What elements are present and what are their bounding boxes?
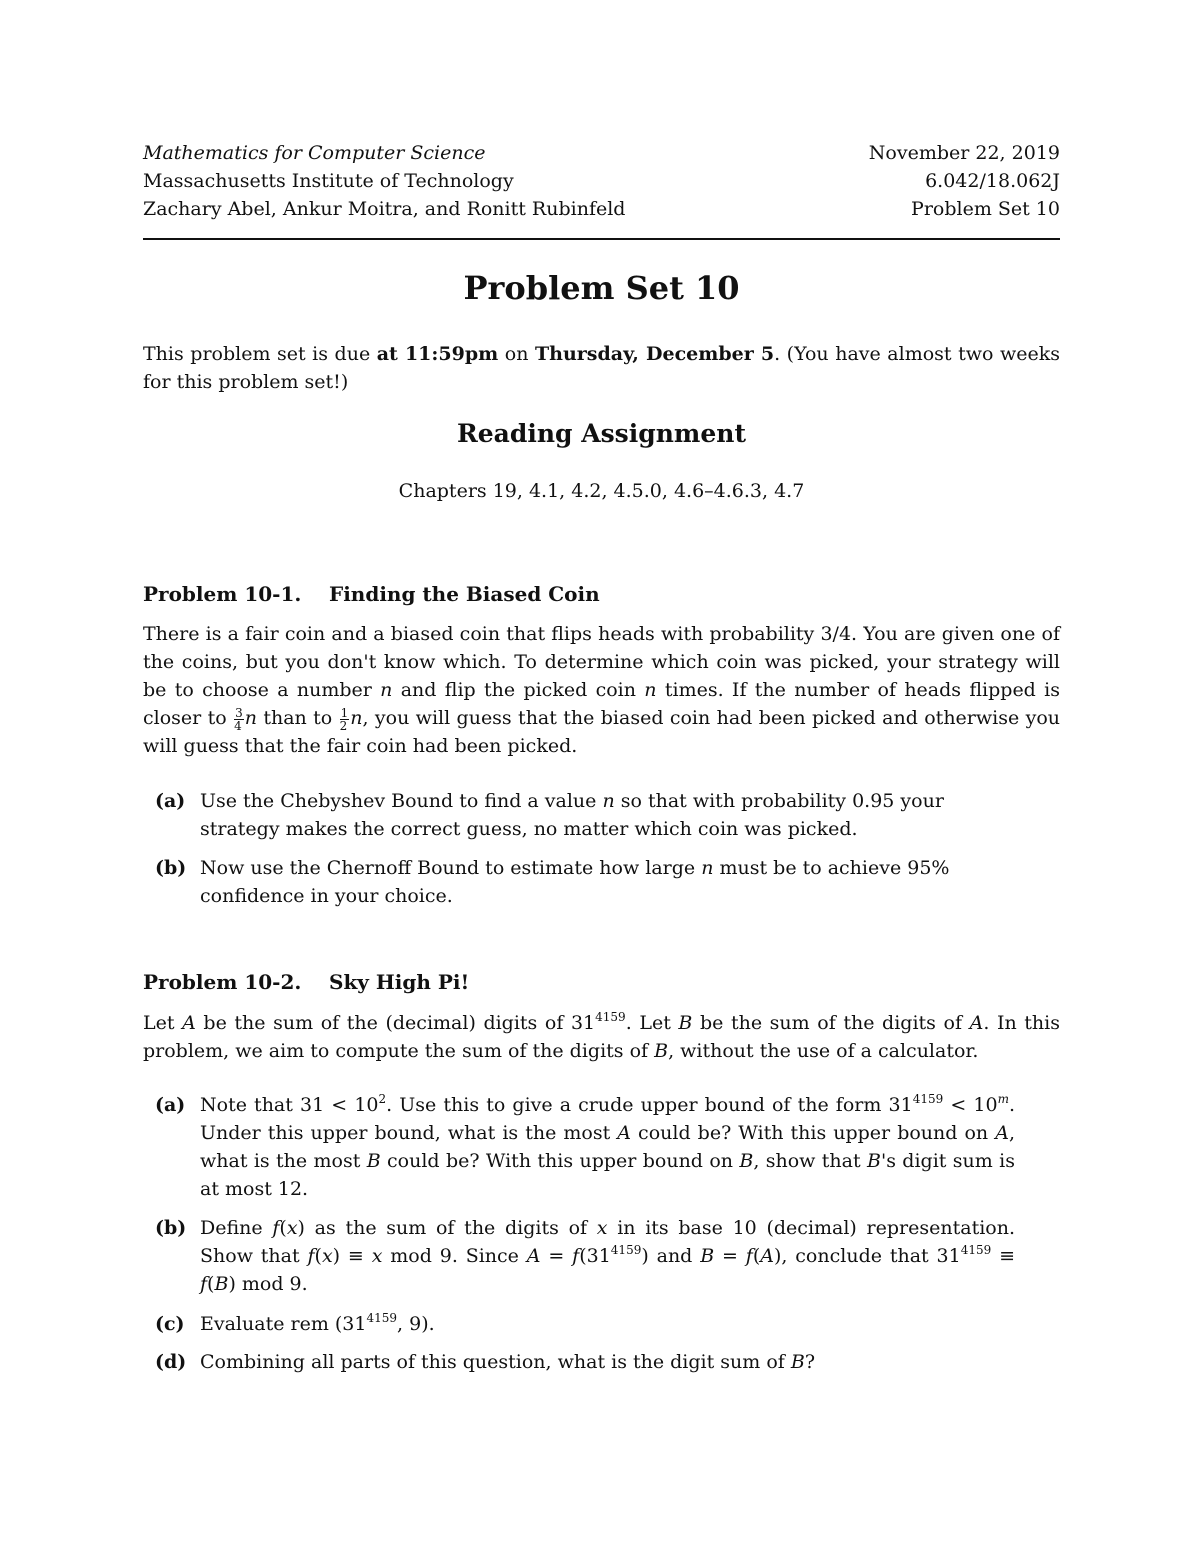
var-n: n [602, 790, 615, 812]
part-text: Note that 31 < 10 [200, 1094, 379, 1116]
part-text: must be to achieve 95% confidence in your choice. [200, 857, 950, 907]
part-body [200, 787, 1015, 843]
power-exponent: 2 [378, 1092, 387, 1106]
intro-text: on [498, 343, 536, 365]
p2-text: , without the use of a calculator. [668, 1040, 979, 1062]
fraction-denominator: 2 [339, 718, 348, 733]
part-body: Define f(x) as the sum of the digits of x in its base 10 (decimal) representation. Show that f(x) ≡ x mod 9. Since $A = f(31^{4159})$ and B = f(A), conclude that $31^{4159} \equiv f(B)$ mod 9. [200, 1217, 1016, 1295]
part-label: (a) [155, 1094, 186, 1116]
var-m: m [997, 1092, 1009, 1106]
problem-2-part-b [155, 1214, 1015, 1298]
problem-1-title: Finding the Biased Coin [329, 582, 600, 606]
part-body [200, 1310, 1015, 1338]
part-text: could be? With this upper bound on [380, 1150, 740, 1172]
part-label: (d) [155, 1351, 187, 1373]
power-exponent: 4159 [912, 1092, 944, 1106]
intro-due-time: at 11:59pm [376, 343, 499, 365]
fraction-denominator: 4 [234, 718, 242, 733]
course-name: Mathematics for Computer Science [143, 142, 486, 164]
p1-text: There is a fair coin and a biased coin that flips heads with probability 3/4. You are given one of the coins, but you don't know which. To determine which coin was picked, your strategy will be to choose a number [143, 623, 1060, 701]
fraction-numerator: 3 [235, 705, 243, 720]
power-base: 31 [888, 1094, 913, 1116]
var-n: n [701, 857, 714, 879]
part-body [200, 1348, 1015, 1376]
p1-text: , you will guess that the biased coin had been picked and otherwise you will guess that the fair coin had been picked. [143, 707, 1061, 757]
problem-2-statement [143, 1009, 1060, 1065]
var-A: A [995, 1122, 1009, 1144]
var-x: x [596, 1217, 608, 1239]
part-text: Evaluate rem ( [200, 1313, 343, 1335]
p2-text: . In this problem, we aim to compute the sum of the digits of [143, 1012, 1060, 1062]
problem-1-heading [143, 581, 600, 607]
part-text: Define [200, 1217, 273, 1239]
var-n: n [350, 707, 363, 729]
part-text: , what is the most [200, 1122, 1015, 1172]
var-x: x [321, 1245, 333, 1267]
part-text: and [648, 1245, 701, 1267]
fraction-one-half [340, 707, 350, 732]
part-text: . Use this to give a crude upper bound of the form [386, 1094, 889, 1116]
header-date: November 22, 2019 [868, 142, 1060, 164]
part-label: (a) [155, 790, 186, 812]
problem-1-number: Problem 10-1. [143, 582, 302, 606]
var-B: B [700, 1245, 715, 1267]
intro-paragraph [143, 340, 1060, 396]
var-B: B [790, 1351, 805, 1373]
p2-text: Let [143, 1012, 183, 1034]
fraction-three-quarters [234, 707, 244, 732]
reading-heading: Reading Assignment [456, 419, 746, 448]
var-A: A [526, 1245, 541, 1267]
fraction-numerator: 1 [340, 705, 349, 720]
var-f: f [200, 1273, 208, 1295]
var-B: B [654, 1040, 669, 1062]
var-A: A [760, 1245, 774, 1267]
intro-due-date: Thursday, December 5 [535, 343, 775, 365]
part-text: as the sum of the digits of [304, 1217, 597, 1239]
intro-text: . (You have almost two weeks for this problem set!) [143, 343, 1060, 393]
page-title: Problem Set 10 [463, 269, 740, 307]
var-B: B [366, 1150, 381, 1172]
course-number: 6.042/18.062J [925, 170, 1060, 192]
p2-text: . Let [625, 1012, 679, 1034]
var-A: A [617, 1122, 631, 1144]
part-text: , conclude that [781, 1245, 937, 1267]
problem-1-statement [143, 620, 1060, 760]
part-text: < 10 [943, 1094, 998, 1116]
var-f: f [272, 1217, 280, 1239]
part-text: Combining all parts of this question, what is the digit sum of [200, 1351, 791, 1373]
part-text: . Under this upper bound, what is the most [200, 1094, 1015, 1144]
problem-1-part-b [155, 854, 1015, 910]
pset-label: Problem Set 10 [911, 198, 1060, 220]
authors: Zachary Abel, Ankur Moitra, and Ronitt Rubinfeld [143, 198, 626, 220]
var-A: A [182, 1012, 196, 1034]
var-B: B [739, 1150, 754, 1172]
power-base: 31 [342, 1313, 367, 1335]
power-exponent: 4159 [610, 1243, 642, 1257]
part-body [200, 1091, 1015, 1203]
problem-2-number: Problem 10-2. [143, 970, 302, 994]
var-n: n [644, 679, 657, 701]
institute-name: Massachusetts Institute of Technology [143, 170, 514, 192]
var-f: f [572, 1245, 580, 1267]
power-base: 31 [586, 1245, 611, 1267]
part-text: could be? With this upper bound on [631, 1122, 996, 1144]
p1-text: and flip the picked coin [392, 679, 645, 701]
intro-text: This problem set is due [143, 343, 377, 365]
problem-2-part-c [155, 1310, 1015, 1338]
part-text: mod 9. Since [382, 1245, 527, 1267]
power-exponent: 4159 [595, 1010, 626, 1024]
var-A: A [969, 1012, 984, 1034]
p2-text: be the sum of the digits of [692, 1012, 970, 1034]
p1-text: times. If the number of heads flipped is closer to [143, 679, 1060, 729]
p2-text: be the sum of the (decimal) digits of [195, 1012, 571, 1034]
part-text: Use the Chebyshev Bound to find a value [200, 790, 603, 812]
part-text: , 9). [397, 1313, 435, 1335]
part-text: ? [804, 1351, 816, 1373]
part-label: (b) [155, 857, 187, 879]
power-exponent: 4159 [366, 1311, 398, 1325]
part-text: in its base 10 (decimal) representation. Show that [200, 1217, 1015, 1267]
problem-2-heading [143, 969, 469, 995]
part-label: (b) [155, 1217, 187, 1239]
p1-text: than to [256, 707, 339, 729]
part-text: mod 9. [235, 1273, 308, 1295]
var-f: f [745, 1245, 753, 1267]
part-text: 's digit sum is at most 12. [200, 1150, 1015, 1200]
var-B: B [678, 1012, 693, 1034]
var-f: f [307, 1245, 315, 1267]
part-body [200, 854, 1015, 910]
power-exponent: 4159 [960, 1243, 992, 1257]
var-B: B [867, 1150, 881, 1172]
part-text: so that with probability 0.95 your strategy makes the correct guess, no matter which coin was picked. [200, 790, 944, 840]
problem-2-part-d [155, 1348, 1015, 1376]
var-n: n [380, 679, 393, 701]
var-B: B [214, 1273, 229, 1295]
power-base: 31 [936, 1245, 961, 1267]
header-rule [143, 238, 1060, 240]
part-label: (c) [155, 1313, 185, 1335]
part-text: , show that [753, 1150, 867, 1172]
problem-2-part-a [155, 1091, 1015, 1203]
var-x: x [286, 1217, 298, 1239]
reading-chapters: Chapters 19, 4.1, 4.2, 4.5.0, 4.6–4.6.3, 4.7 [398, 480, 805, 502]
problem-1-part-a [155, 787, 1015, 843]
part-text: Now use the Chernoff Bound to estimate how large [200, 857, 702, 879]
var-n: n [244, 707, 257, 729]
problem-2-title: Sky High Pi! [329, 970, 470, 994]
power-base: 31 [570, 1012, 596, 1034]
var-x: x [371, 1245, 383, 1267]
